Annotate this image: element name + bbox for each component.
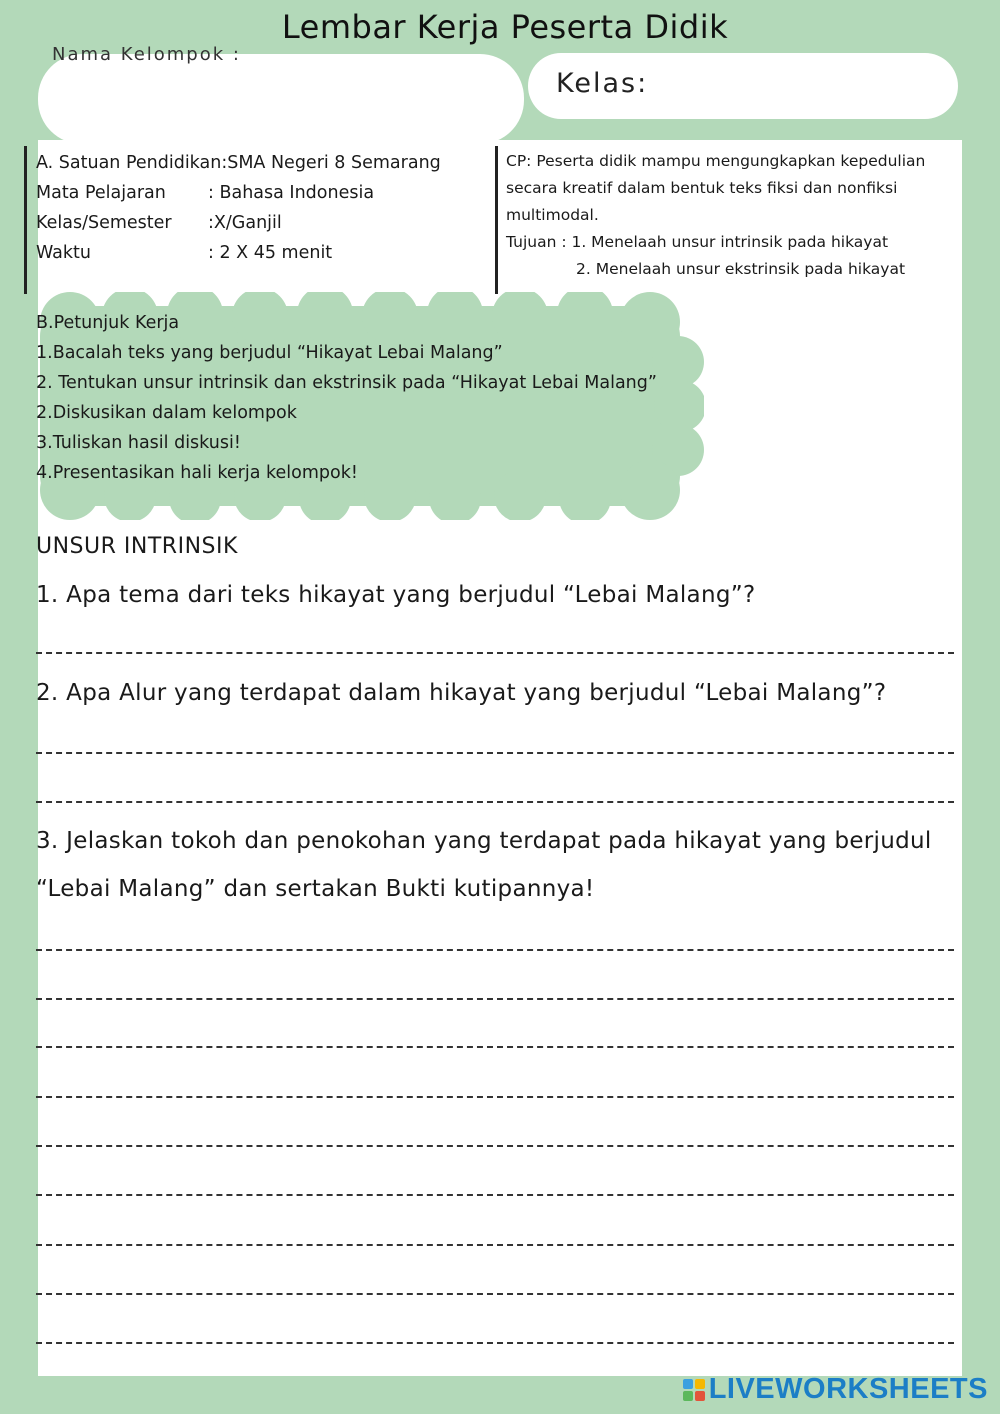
answer-line-q3[interactable]	[36, 1244, 954, 1246]
answer-line-q1[interactable]	[36, 652, 954, 654]
list-item: 3.Tuliskan hasil diskusi!	[36, 433, 241, 453]
question-1: 1. Apa tema dari teks hikayat yang berjudul “Lebai Malang”?	[36, 582, 756, 608]
petunjuk-heading: B.Petunjuk Kerja	[36, 313, 180, 333]
section-heading: UNSUR INTRINSIK	[36, 534, 238, 559]
petunjuk-kerja	[36, 308, 716, 488]
nama-kelompok-label: Nama Kelompok :	[52, 44, 241, 65]
info-row: A. Satuan Pendidikan: SMA Negeri 8 Semarang	[36, 153, 441, 173]
answer-line-q3[interactable]	[36, 949, 954, 951]
question-3-continued: “Lebai Malang” dan sertakan Bukti kutipannya!	[36, 876, 595, 902]
list-item: 2. Tentukan unsur intrinsik dan ekstrinsik pada “Hikayat Lebai Malang”	[36, 373, 657, 393]
question-2: 2. Apa Alur yang terdapat dalam hikayat yang berjudul “Lebai Malang”?	[36, 680, 887, 706]
info-row: Mata Pelajaran : Bahasa Indonesia	[36, 183, 375, 203]
answer-line-q3[interactable]	[36, 1194, 954, 1196]
info-row: Waktu : 2 X 45 menit	[36, 243, 333, 263]
list-item: 2.Diskusikan dalam kelompok	[36, 403, 297, 423]
kelas-label: Kelas:	[556, 68, 649, 99]
liveworksheets-logo-icon	[683, 1379, 705, 1401]
list-item: 4.Presentasikan hali kerja kelompok!	[36, 463, 358, 483]
answer-line-q3[interactable]	[36, 1342, 954, 1344]
liveworksheets-footer[interactable]	[683, 1373, 988, 1406]
answer-line-q2[interactable]	[36, 752, 954, 754]
answer-line-q3[interactable]	[36, 1145, 954, 1147]
answer-line-q3[interactable]	[36, 1096, 954, 1098]
capaian-pembelajaran: CP: Peserta didik mampu mengungkapkan kepedulian secara kreatif dalam bentuk teks fiksi dan nonfiksi multimodal. Tujuan : 1. Menelaah unsur intrinsik pada hikayat 2. Menelaah unsur ekstrinsik pada hikayat	[506, 152, 926, 278]
nama-kelompok-field[interactable]	[38, 54, 524, 144]
list-item: 1.Bacalah teks yang berjudul “Hikayat Lebai Malang”	[36, 343, 503, 363]
answer-line-q3[interactable]	[36, 1293, 954, 1295]
info-row: Kelas/Semester :X/Ganjil	[36, 213, 282, 233]
answer-line-q2[interactable]	[36, 801, 954, 803]
answer-line-q3[interactable]	[36, 1046, 954, 1048]
page-title: Lembar Kerja Peserta Didik	[281, 8, 729, 46]
liveworksheets-brand: LIVEWORKSHEETS	[708, 1373, 988, 1405]
identity-block	[24, 146, 498, 294]
question-3: 3. Jelaskan tokoh dan penokohan yang terdapat pada hikayat yang berjudul	[36, 828, 932, 854]
answer-line-q3[interactable]	[36, 998, 954, 1000]
